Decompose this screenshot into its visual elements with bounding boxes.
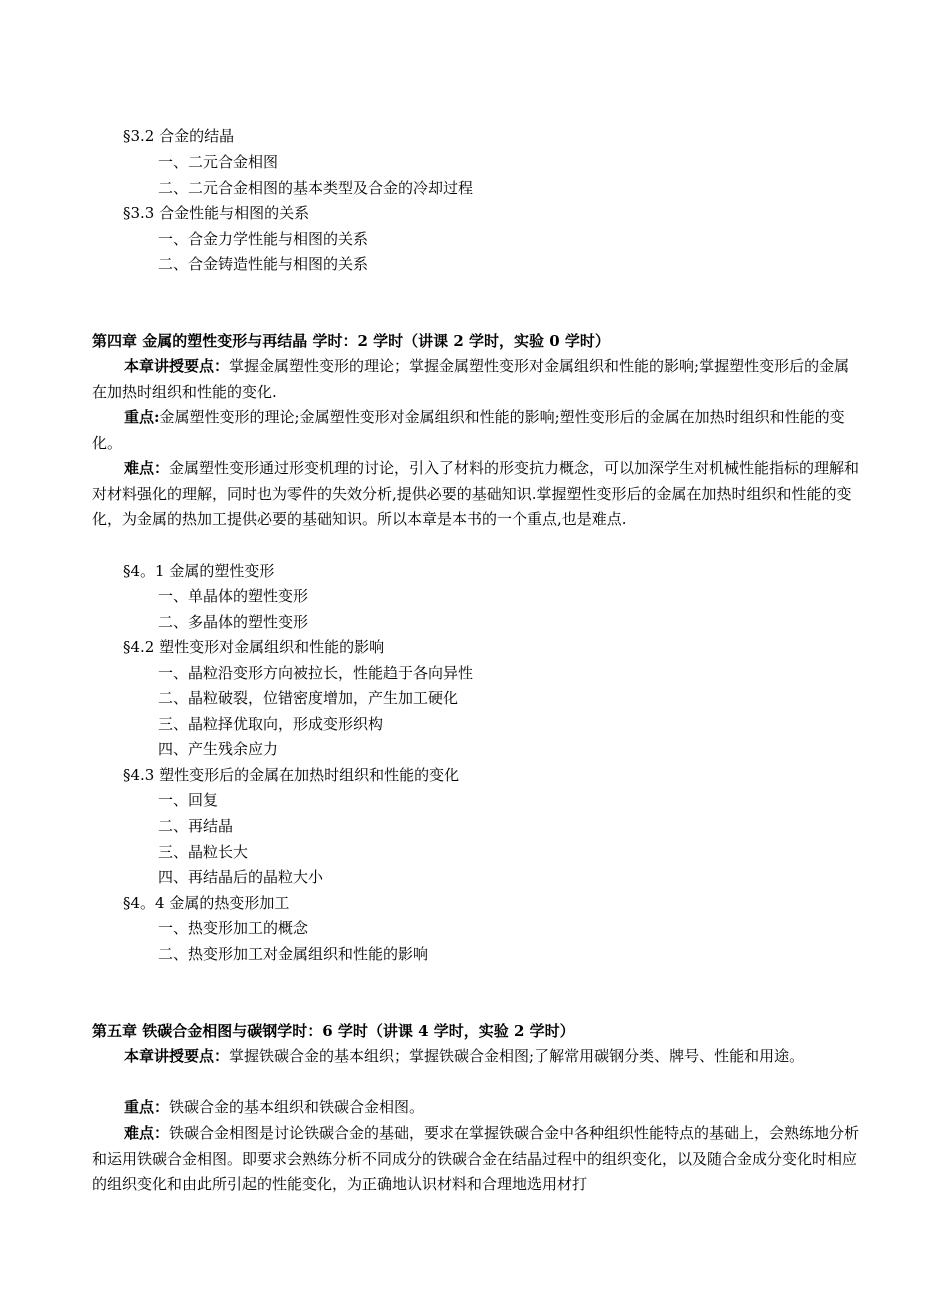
focus-paragraph xyxy=(92,1095,862,1121)
focus-label: 重点: xyxy=(124,408,160,426)
difficulty-text: 金属塑性变形通过形变机理的讨论，引入了材料的形变抗力概念，可以加深学生对机械性能指标的理解和对材料强化的理解，同时也为零件的失效分析,提供必要的基础知识.掌握塑性变形后的金属在加热时组织和性能的变化，为金属的热加工提供必要的基础知识。所以本章是本书的一个重点,也是难点. xyxy=(92,459,860,528)
difficulty-label: 难点： xyxy=(124,459,170,477)
difficulty-paragraph xyxy=(92,1121,862,1198)
keypoints-text: 掌握铁碳合金的基本组织；掌握铁碳合金相图;了解常用碳钢分类、牌号、性能和用途。 xyxy=(229,1047,805,1065)
list-item: 三、晶粒长大 xyxy=(158,843,249,861)
list-item: 一、回复 xyxy=(158,791,219,809)
keypoints-paragraph xyxy=(92,354,862,405)
keypoints-label: 本章讲授要点： xyxy=(124,1047,230,1065)
focus-text: 金属塑性变形的理论;金属塑性变形对金属组织和性能的影响;塑性变形后的金属在加热时组织和性能的变化。 xyxy=(92,408,845,452)
list-item: 四、再结晶后的晶粒大小 xyxy=(158,868,324,886)
list-item: 三、晶粒择优取向，形成变形织构 xyxy=(158,715,384,733)
difficulty-paragraph xyxy=(92,456,862,533)
focus-text: 铁碳合金的基本组织和铁碳合金相图。 xyxy=(169,1098,425,1116)
keypoints-text: 掌握金属塑性变形的理论；掌握金属塑性变形对金属组织和性能的影响;掌握塑性变形后的金属在加热时组织和性能的变化. xyxy=(92,357,850,401)
list-item: 一、二元合金相图 xyxy=(158,153,279,171)
difficulty-text: 铁碳合金相图是讨论铁碳合金的基础，要求在掌握铁碳合金中各种组织性能特点的基础上，会熟练地分析和运用铁碳合金相图。即要求会熟练分析不同成分的铁碳合金在结晶过程中的组织变化，以及随合金成分变化时相应的组织变化和由此所引起的性能变化，为正确地认识材料和合理地选用材打 xyxy=(92,1124,860,1193)
section-title: §3.2 合金的结晶 xyxy=(123,127,235,145)
list-item: 一、热变形加工的概念 xyxy=(158,919,309,937)
list-item: 二、再结晶 xyxy=(158,817,234,835)
section-title: §3.3 合金性能与相图的关系 xyxy=(123,204,310,222)
list-item: 四、产生残余应力 xyxy=(158,740,279,758)
list-item: 一、晶粒沿变形方向被拉长，性能趋于各向异性 xyxy=(158,664,474,682)
list-item: 二、合金铸造性能与相图的关系 xyxy=(158,255,369,273)
section-title: §4。4 金属的热变形加工 xyxy=(123,894,290,912)
list-item: 二、二元合金相图的基本类型及合金的冷却过程 xyxy=(158,179,474,197)
difficulty-label: 难点： xyxy=(124,1124,170,1142)
list-item: 二、晶粒破裂，位错密度增加，产生加工硬化 xyxy=(158,689,459,707)
list-item: 一、单晶体的塑性变形 xyxy=(158,587,309,605)
chapter-heading: 第四章 金属的塑性变形与再结晶 学时：2 学时（讲课 2 学时，实验 0 学时） xyxy=(92,332,610,350)
keypoints-label: 本章讲授要点： xyxy=(124,357,230,375)
chapter-heading: 第五章 铁碳合金相图与碳钢学时：6 学时（讲课 4 学时，实验 2 学时） xyxy=(92,1022,575,1040)
list-item: 二、多晶体的塑性变形 xyxy=(158,613,309,631)
focus-label: 重点： xyxy=(124,1098,170,1116)
focus-paragraph xyxy=(92,405,862,456)
keypoints-paragraph xyxy=(92,1044,862,1070)
list-item: 二、热变形加工对金属组织和性能的影响 xyxy=(158,945,429,963)
section-title: §4。1 金属的塑性变形 xyxy=(123,562,275,580)
section-title: §4.2 塑性变形对金属组织和性能的影响 xyxy=(123,638,385,656)
list-item: 一、合金力学性能与相图的关系 xyxy=(158,230,369,248)
section-title: §4.3 塑性变形后的金属在加热时组织和性能的变化 xyxy=(123,766,460,784)
